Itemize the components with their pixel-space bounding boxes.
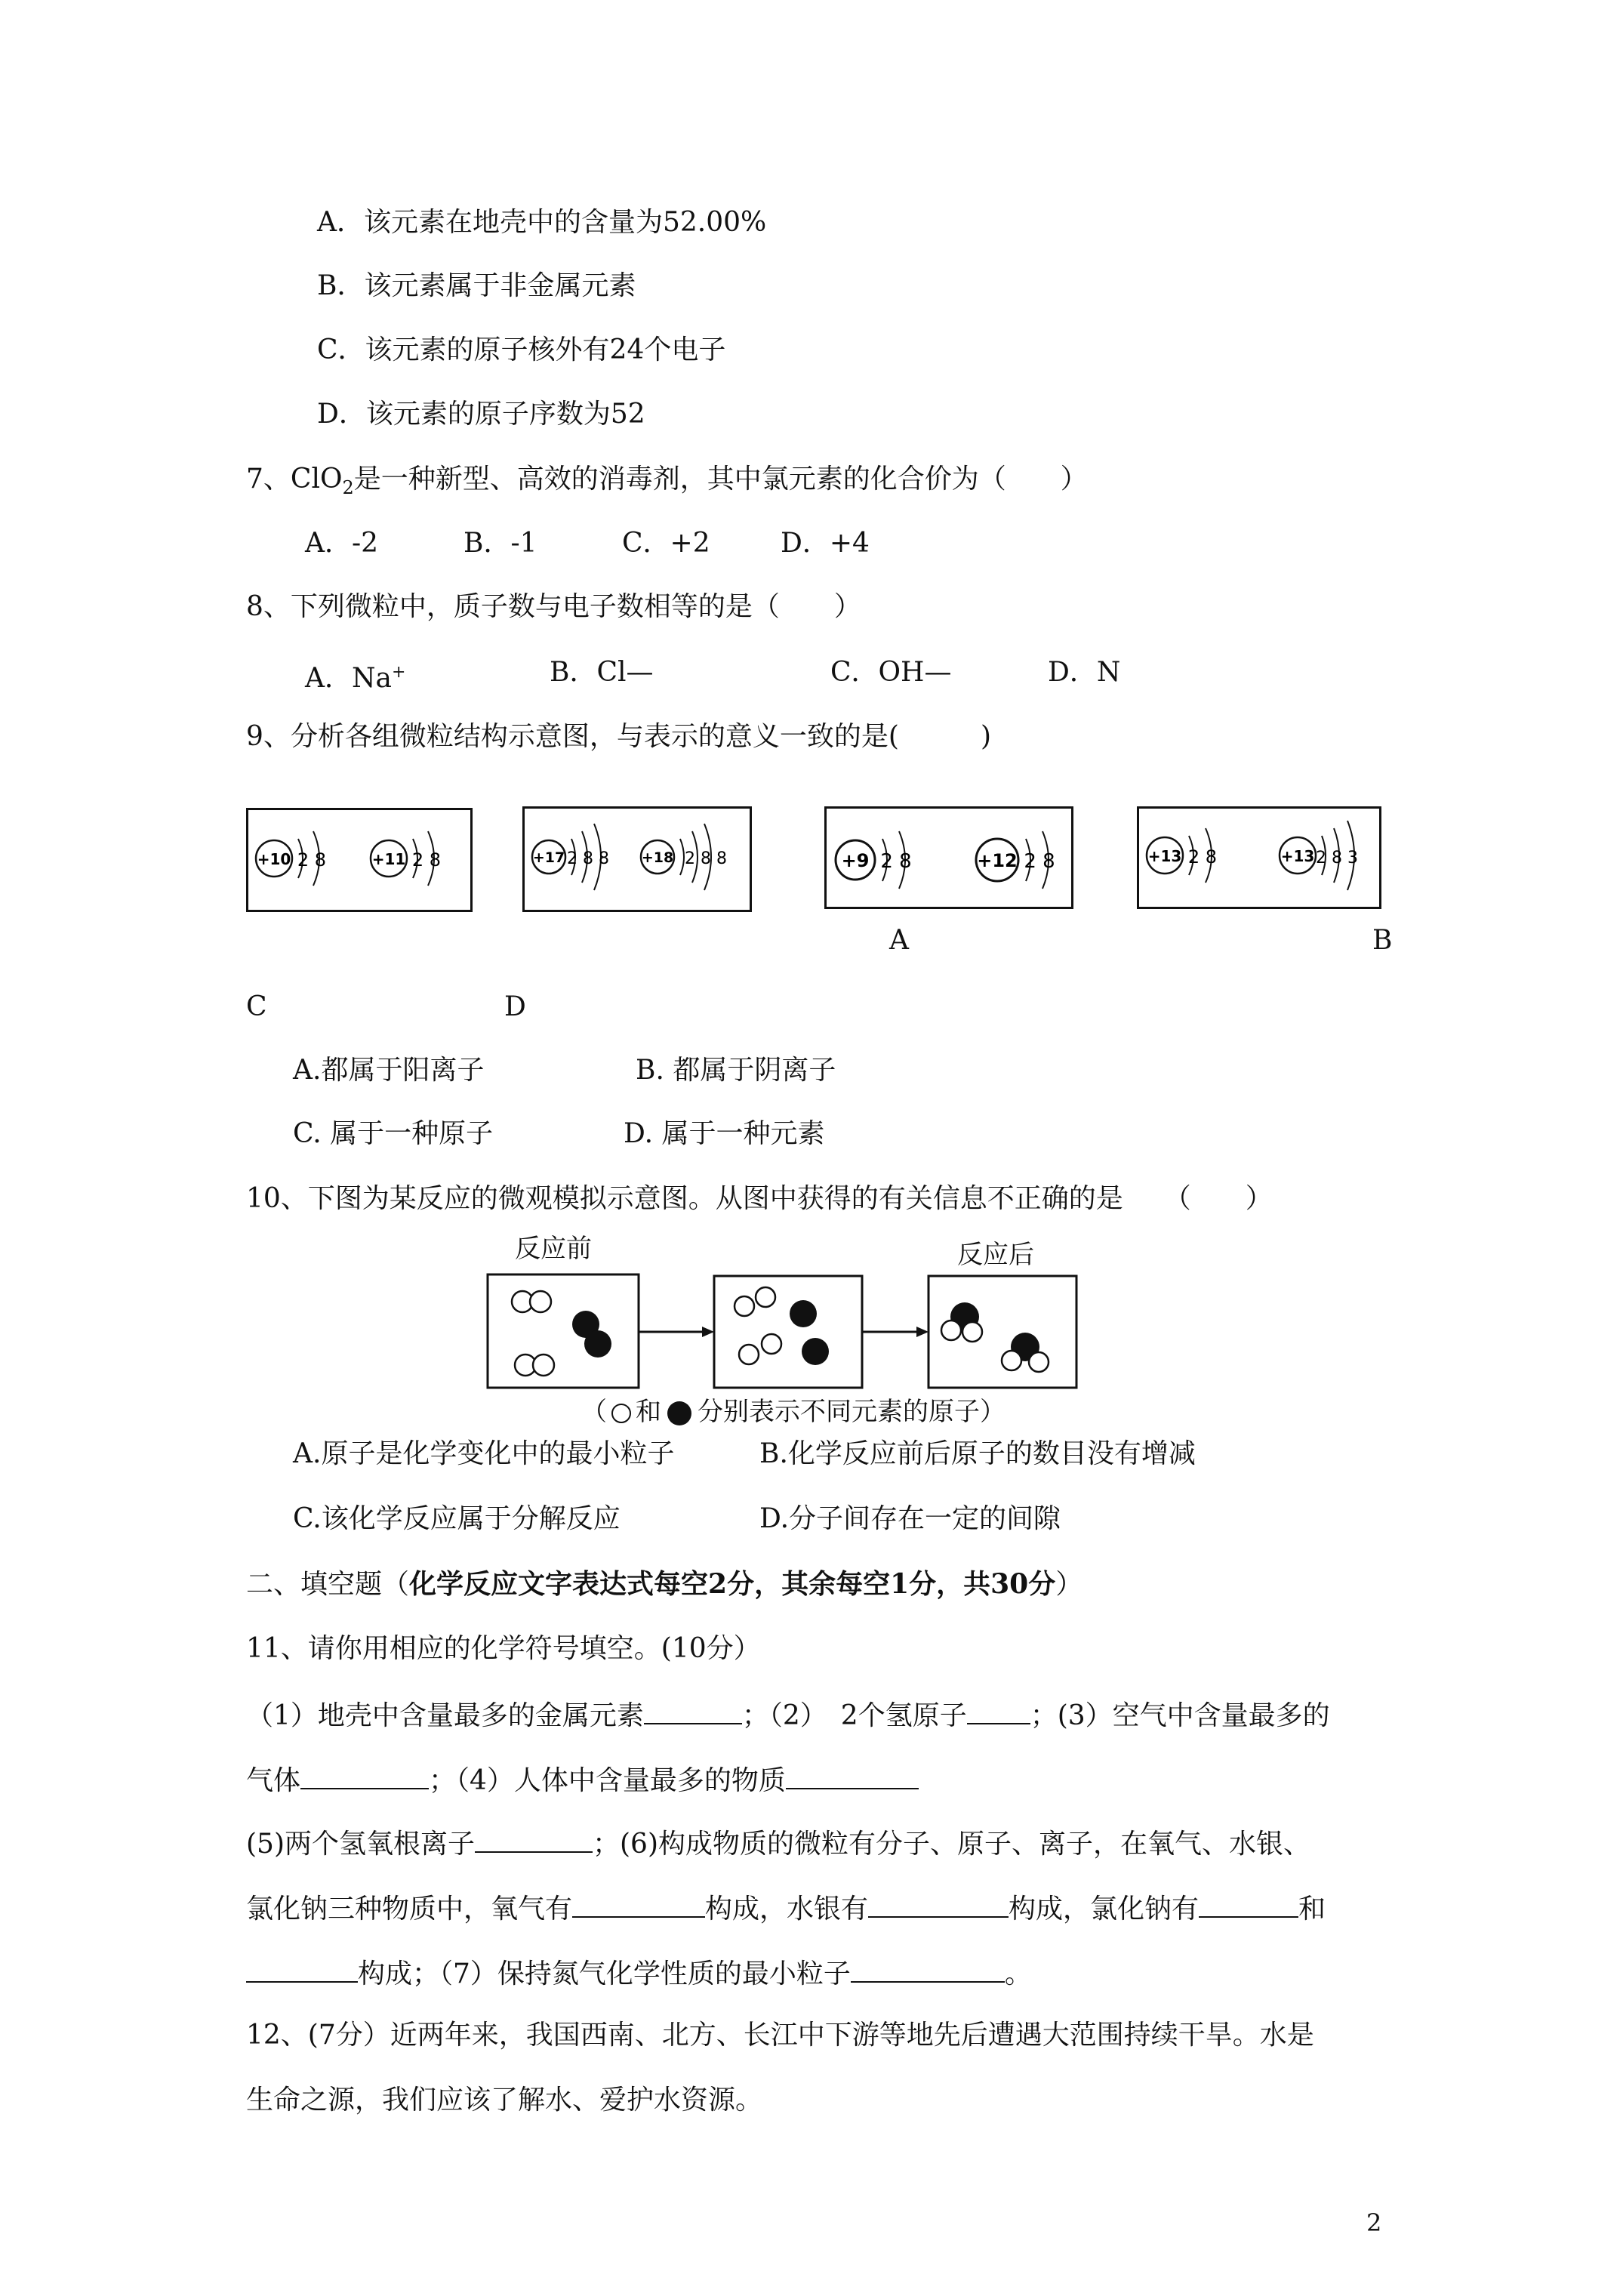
q11-line-4 (246, 1889, 1326, 1928)
q9-label-d: D (504, 991, 526, 1022)
white-atom-icon (611, 1404, 631, 1423)
q11-part-12: 构成；（7）保持氮气化学性质的最小粒子 (358, 1959, 851, 1989)
q7-option-a: A．-2 (305, 528, 379, 559)
blank-field[interactable] (868, 1889, 1009, 1918)
legend-and: 和 (636, 1397, 661, 1427)
q10-option-a: A.原子是化学变化中的最小粒子 (293, 1438, 675, 1469)
shell-label: 2 8 (1187, 846, 1218, 868)
q11-part-6: (5)两个氢氧根离子 (246, 1829, 475, 1860)
q11-part-13: 。 (1004, 1959, 1032, 1989)
blank-field[interactable] (300, 1761, 429, 1789)
q6-option-a: A．该元素在地壳中的含量为52.00% (317, 207, 767, 238)
q7-subscript: 2 (342, 477, 354, 499)
q9-label-a: A (889, 925, 909, 956)
q8-option-a (305, 655, 405, 697)
q11-part-8: 氯化钠三种物质中，氧气有 (246, 1894, 573, 1925)
q11-part-3: ；(3）空气中含量最多的 (1030, 1700, 1330, 1731)
blank-field[interactable] (572, 1889, 705, 1918)
q8-option-b: B．Cl— (550, 657, 654, 688)
q11-part-7: ；(6)构成物质的微粒有分子、原子、离子，在氧气、水银、 (593, 1829, 1310, 1860)
q6-option-d: D．该元素的原子序数为52 (317, 399, 645, 430)
q8-option-d: D．N (1048, 657, 1121, 688)
legend-open: （ (581, 1397, 607, 1427)
nucleus-label: +10 (257, 850, 291, 868)
atom-diagram-group-3-svg (827, 809, 1071, 907)
q8-option-a-text: A．Na (305, 663, 392, 694)
nucleus-label: +13 (1280, 847, 1315, 865)
atom-diagram-group-2-svg (525, 809, 750, 910)
atom-diagram-group-4 (1137, 806, 1381, 909)
q7-stem (246, 461, 1088, 506)
blank-field[interactable] (786, 1761, 919, 1789)
atom-diagram-group-2 (522, 806, 752, 912)
q9-option-d: D. 属于一种元素 (624, 1118, 825, 1149)
nucleus-label: +18 (641, 849, 674, 866)
section-2-heading (246, 1566, 1083, 1603)
after-reaction-label: 反应后 (957, 1240, 1034, 1270)
q8-stem: 8、下列微粒中，质子数与电子数相等的是（ ） (246, 591, 861, 622)
q11-line-3 (246, 1824, 1310, 1863)
q11-part-10: 构成，氯化钠有 (1009, 1894, 1200, 1925)
q11-part-4: 气体 (246, 1765, 301, 1796)
q7-option-c: C．+2 (622, 528, 710, 559)
blank-field[interactable] (246, 1954, 358, 1983)
shell-label: 2 8 (411, 849, 442, 871)
blank-field[interactable] (644, 1696, 742, 1724)
atom-diagram-group-3 (824, 806, 1073, 909)
section-2-scoring: 化学反应文字表达式每空2分，其余每空1分，共30分 (409, 1568, 1056, 1600)
q9-option-c: C. 属于一种原子 (293, 1118, 494, 1149)
shell-label: 2 8 (1024, 850, 1055, 873)
blank-field[interactable] (967, 1696, 1030, 1724)
q11-line-5 (246, 1954, 1032, 1992)
reaction-diagram (483, 1268, 1087, 1397)
q9-option-b: B. 都属于阴离子 (636, 1055, 836, 1086)
q9-label-c: C (246, 991, 267, 1022)
atom-diagram-group-4-svg (1139, 809, 1379, 907)
section-2-tail: ） (1055, 1569, 1083, 1600)
atom-diagram-group-1-svg (248, 810, 470, 910)
nucleus-label: +13 (1147, 847, 1182, 865)
nucleus-label: +17 (532, 849, 565, 866)
blank-field[interactable] (475, 1824, 593, 1853)
shell-label: 2 8 (297, 849, 327, 871)
q11-stem: 11、请你用相应的化学符号填空。(10分） (246, 1633, 761, 1664)
nucleus-label: +9 (841, 850, 870, 871)
blank-field[interactable] (1199, 1889, 1298, 1918)
q11-part-2: ；（2） 2个氢原子 (741, 1700, 967, 1731)
section-2-head: 二、填空题（ (246, 1569, 410, 1600)
q11-line-1 (246, 1696, 1330, 1734)
q11-line-2 (246, 1761, 919, 1799)
atom-diagram-group-1 (246, 808, 473, 912)
q8-option-a-sup: + (391, 663, 406, 682)
q12-line-2: 生命之源，我们应该了解水、爱护水资源。 (246, 2085, 763, 2116)
q11-part-5: ；（4）人体中含量最多的物质 (429, 1765, 786, 1796)
q7-prefix: 7、ClO (246, 464, 343, 495)
q7-option-b: B．-1 (463, 528, 537, 559)
q9-stem: 9、分析各组微粒结构示意图，与表示的意义一致的是( ) (246, 721, 991, 752)
legend-rest: 分别表示不同元素的原子） (698, 1397, 1006, 1427)
shell-label: 2 8 8 (685, 849, 727, 868)
shell-label: 2 8 3 (1316, 849, 1358, 868)
q10-stem: 10、下图为某反应的微观模拟示意图。从图中获得的有关信息不正确的是 （ ） (246, 1183, 1273, 1214)
q11-part-9: 构成，水银有 (705, 1894, 869, 1925)
q9-label-b: B (1372, 925, 1393, 956)
page-number: 2 (1366, 2208, 1382, 2237)
q7-rest: 是一种新型、高效的消毒剂，其中氯元素的化合价为（ ） (353, 464, 1088, 495)
q6-option-b: B．该元素属于非金属元素 (317, 270, 636, 301)
q8-option-c: C．OH— (830, 657, 952, 688)
q10-option-b: B.化学反应前后原子的数目没有增减 (759, 1438, 1196, 1469)
q9-option-a: A.都属于阳离子 (293, 1055, 485, 1086)
q10-option-d: D.分子间存在一定的间隙 (759, 1503, 1061, 1534)
q11-part-1: （1）地壳中含量最多的金属元素 (246, 1700, 644, 1731)
q7-option-d: D．+4 (781, 528, 870, 559)
q10-option-c: C.该化学反应属于分解反应 (293, 1503, 621, 1534)
before-reaction-label: 反应前 (515, 1234, 592, 1264)
nucleus-label: +12 (977, 850, 1018, 871)
q6-option-c: C．该元素的原子核外有24个电子 (317, 334, 726, 365)
nucleus-label: +11 (371, 850, 406, 868)
q11-part-11: 和 (1298, 1894, 1326, 1925)
blank-field[interactable] (851, 1954, 1005, 1983)
black-atom-icon (667, 1401, 691, 1425)
reaction-legend (581, 1397, 1006, 1427)
shell-label: 2 8 (880, 850, 912, 873)
q12-line-1: 12、(7分）近两年来，我国西南、北方、长江中下游等地先后遭遇大范围持续干旱。水是 (246, 2020, 1314, 2051)
shell-label: 2 8 8 (567, 849, 609, 868)
